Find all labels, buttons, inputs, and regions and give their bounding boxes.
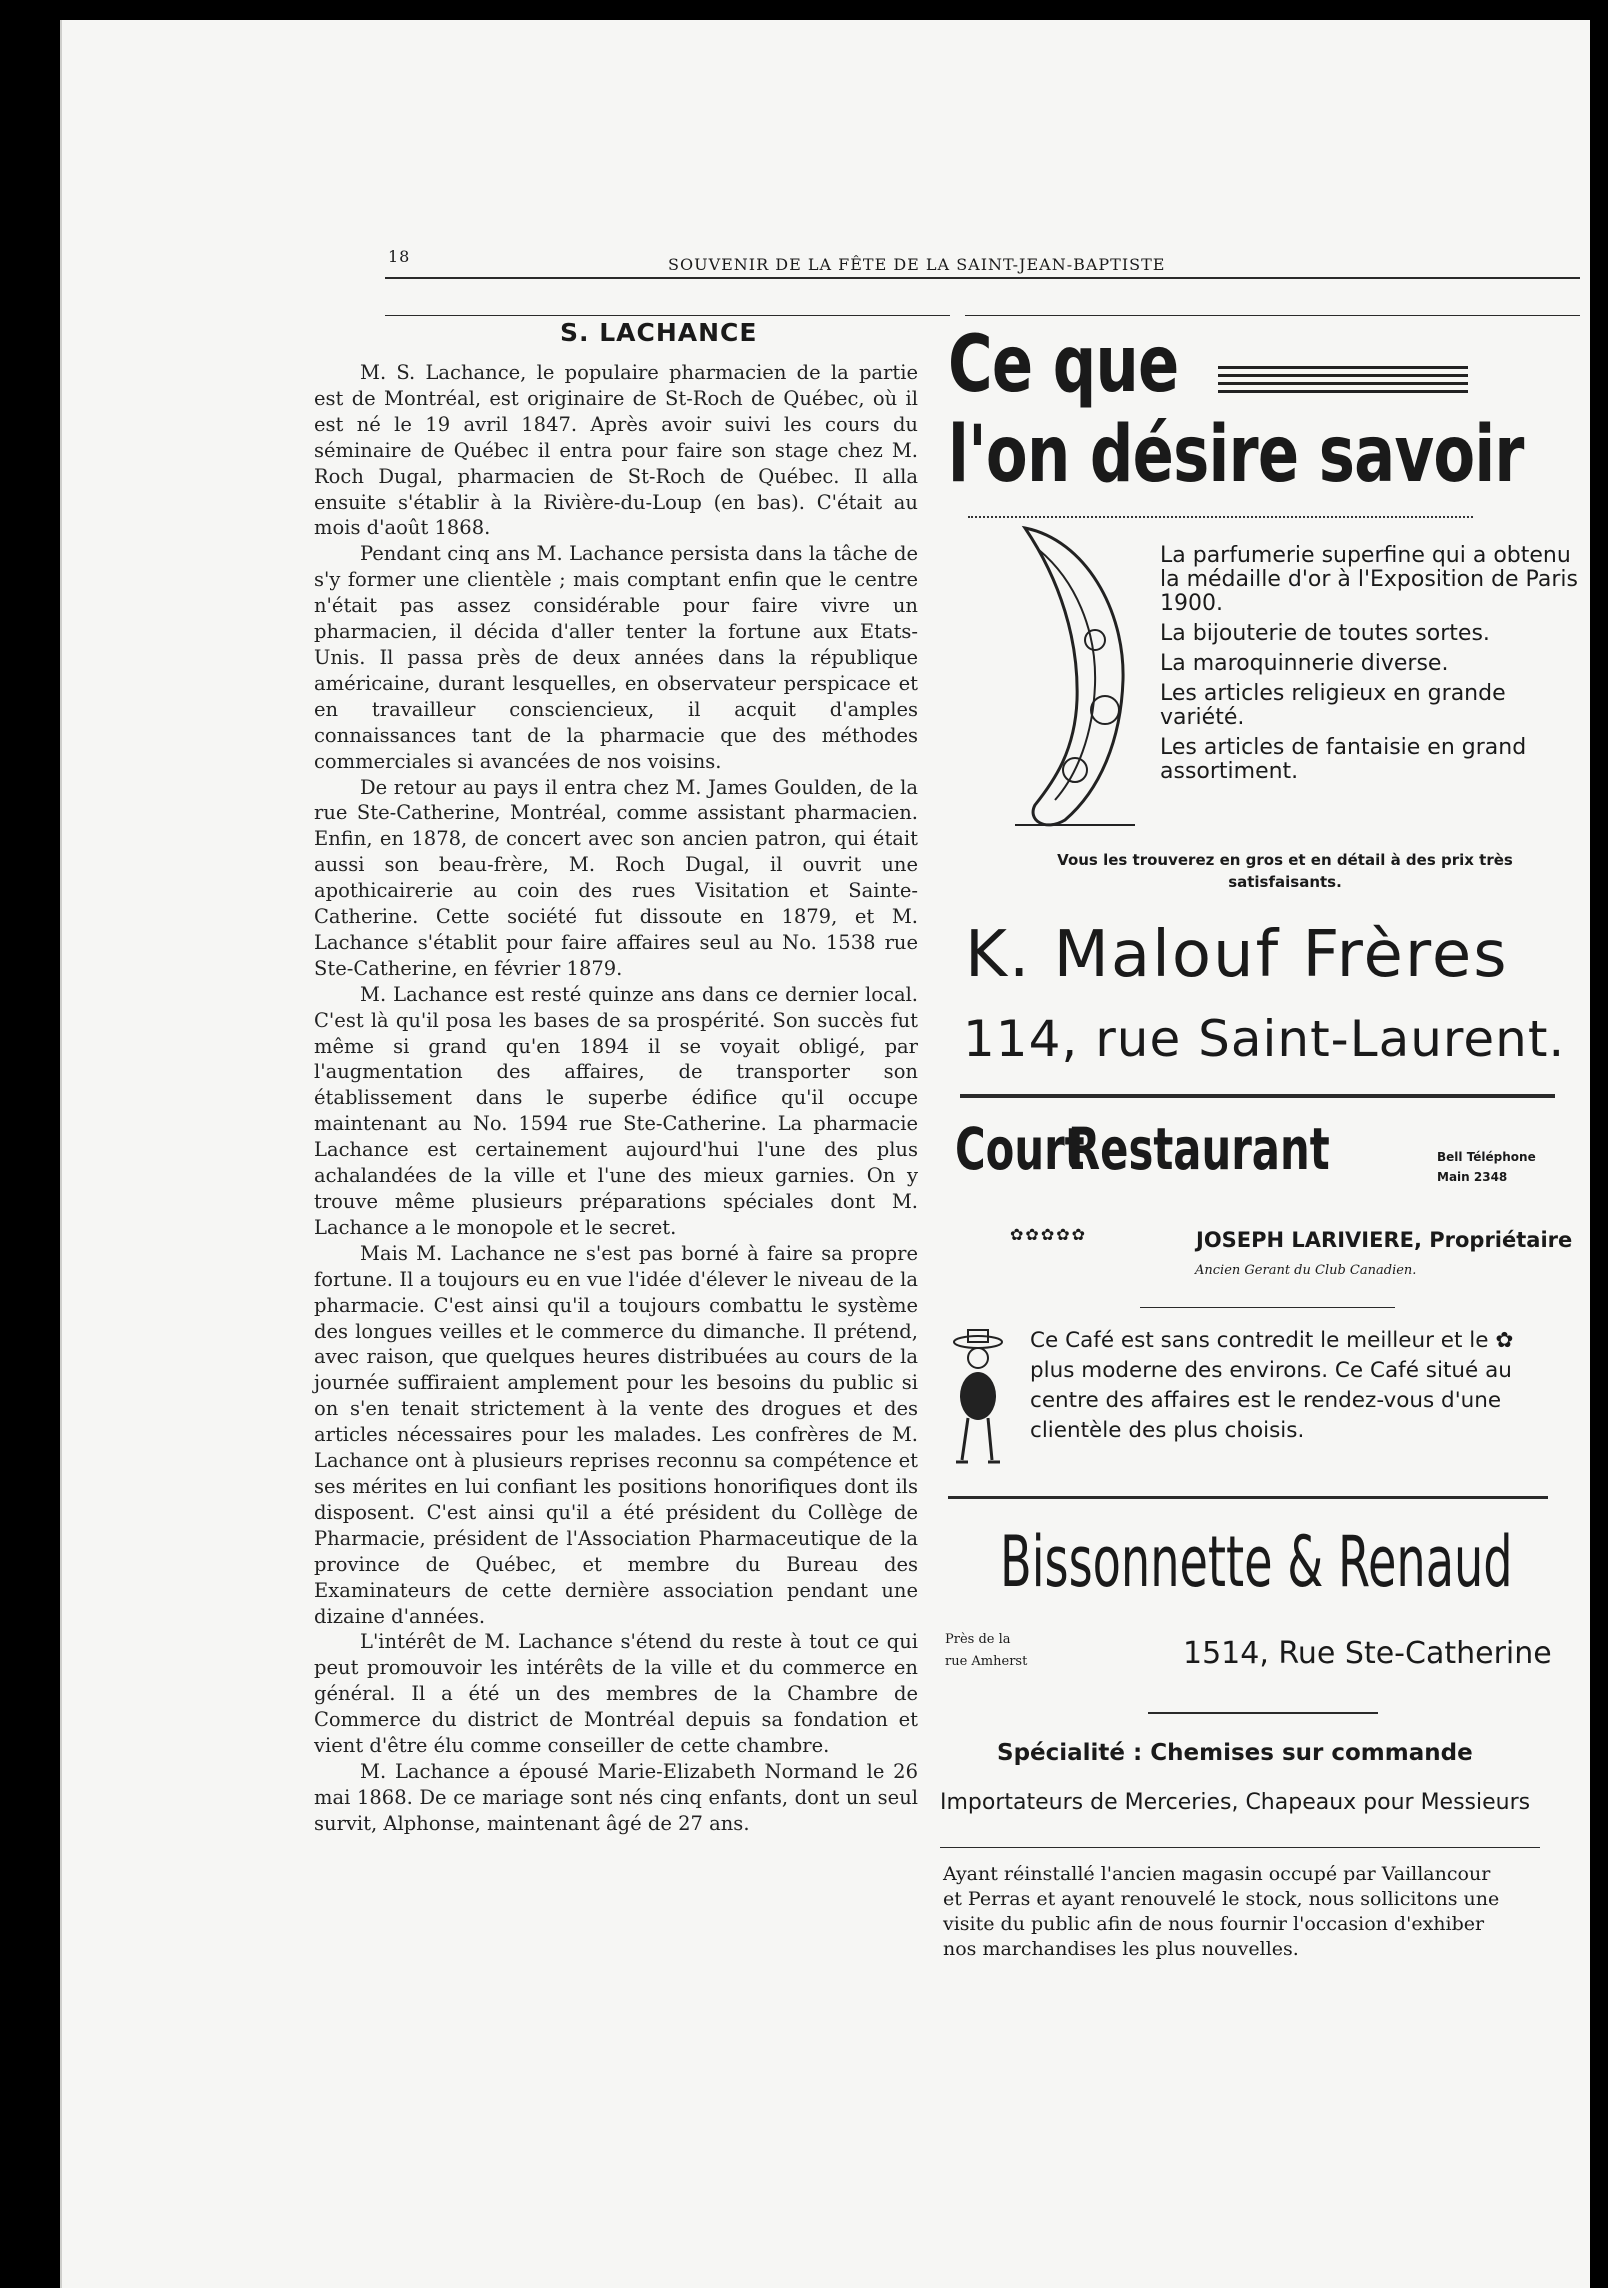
blurb-line: centre des affaires est le rendez-vous d'une bbox=[1030, 1388, 1502, 1413]
phone-number: Main 2348 bbox=[1437, 1170, 1508, 1184]
ad-note-line-1: Vous les trouverez en gros et en détail à des prix très bbox=[1057, 851, 1513, 869]
article-paragraph: Pendant cinq ans M. Lachance persista dans la tâche de s'y former une clientèle ; mais comptant enfin que le centre n'était pas assez considérable pour faire vivre un pharmacien, il décida d'aller tenter la fortune aux Etats-Unis. Il passa près de deux années dans la république américaine, durant lesquelles, en observateur perspicace et en travailleur consciencieux, il acquit d'amples connaissances tant de la pharmacie que des méthodes commerciales si avancées de nos voisins. bbox=[314, 542, 918, 773]
proprietor-subtitle: Ancien Gerant du Club Canadien. bbox=[1195, 1263, 1417, 1278]
ad-headline-1: Ce que bbox=[948, 320, 1179, 410]
page-edge bbox=[60, 20, 62, 2288]
importers-line: Importateurs de Merceries, Chapeaux pour Messieurs bbox=[940, 1790, 1531, 1815]
blurb-line: visite du public afin de nous fournir l'occasion d'exhiber bbox=[943, 1913, 1485, 1935]
store-blurb bbox=[943, 1862, 1548, 1962]
blurb-line: nos marchandises les plus nouvelles. bbox=[943, 1938, 1299, 1960]
man-figure-icon bbox=[948, 1328, 1008, 1468]
restaurant-name-2: Restaurant bbox=[1068, 1115, 1330, 1183]
proprietor: JOSEPH LARIVIERE, Propriétaire bbox=[1196, 1228, 1573, 1252]
section-rule bbox=[948, 1496, 1548, 1499]
ad-item: La maroquinnerie diverse. bbox=[1160, 651, 1449, 676]
specialite-label: Spécialité : bbox=[997, 1740, 1143, 1766]
section-rule bbox=[940, 1847, 1540, 1848]
ad-item: Les articles religieux en grande variété. bbox=[1160, 681, 1506, 730]
restaurant-blurb bbox=[1030, 1326, 1560, 1446]
ad-item: Les articles de fantaisie en grand assortiment. bbox=[1160, 735, 1527, 784]
blurb-line: et Perras et ayant renouvelé le stock, nous sollicitons une bbox=[943, 1888, 1500, 1910]
decorative-lines bbox=[1218, 362, 1468, 402]
specialite-value: Chemises sur commande bbox=[1150, 1740, 1473, 1766]
ad-headline-2: l'on désire savoir bbox=[948, 410, 1524, 500]
store-name: Bissonnette & Renaud bbox=[1000, 1521, 1513, 1603]
ad-top-rule bbox=[965, 315, 1580, 316]
specialite bbox=[997, 1740, 1473, 1766]
article-title: S. LACHANCE bbox=[560, 318, 758, 347]
title-rule bbox=[385, 315, 950, 316]
restaurant-name-1: Court bbox=[955, 1115, 1085, 1183]
article-paragraph: De retour au pays il entra chez M. James Goulden, de la rue Ste-Catherine, Montréal, comme assistant pharmacien. Enfin, en 1878, de concert avec son ancien patron, qui était aussi son beau-frère, M. Roch Dugal, il ouvrit une apothicairerie au coin des rues Visitation et Sainte-Catherine. Cette société fut dissoute en 1879, et M. Lachance s'établit pour faire affaires seul au No. 1538 rue Ste-Catherine, en février 1879. bbox=[314, 775, 918, 980]
ad-item: La parfumerie superfine qui a obtenu la médaille d'or à l'Exposition de Paris 1900. bbox=[1160, 543, 1578, 616]
blurb-line: plus moderne des environs. Ce Café situé au bbox=[1030, 1358, 1512, 1383]
short-rule bbox=[1148, 1712, 1378, 1714]
ad-item-list bbox=[1160, 544, 1580, 790]
article-body bbox=[314, 360, 918, 1837]
article-paragraph: L'intérêt de M. Lachance s'étend du reste à tout ce qui peut promouvoir les intérêts de la ville et du commerce en général. Il a été un des membres de la Chambre de Commerce du district de Montréal depuis sa fondation et vient d'être élu comme conseiller de cette chambre. bbox=[314, 1630, 918, 1758]
article-paragraph: M. Lachance est resté quinze ans dans ce dernier local. C'est là qu'il posa les bases de sa prospérité. Son succès fut même si grand qu'en 1894 il se voyait obligé, par l'augmentation des affaires, de transporter son établissement dans le superbe édifice qu'il occupe maintenant au No. 1594 rue Ste-Catherine. La pharmacie Lachance est certainement aujourd'hui l'une des plus achalandées de la ville et l'une des mieux garnies. On y trouve même plusieurs préparations spéciales dont M. Lachance a le monopole et le secret. bbox=[314, 982, 918, 1239]
ad-note-line-2: satisfaisants. bbox=[1228, 873, 1342, 891]
article-paragraph: Mais M. Lachance ne s'est pas borné à faire sa propre fortune. Il a toujours eu en vue l'idée d'élever le niveau de la pharmacie. C'est ainsi qu'il a toujours combattu le système des longues veilles et le commerce du dimanche. Il prétend, avec raison, que quelques heures distribuées au cours de la journée suffiraient amplement pour les besoins du public si on s'en tenait strictement à la vente des drogues et des articles nécessaires pour les malades. Les confrères de M. Lachance ont à plusieurs reprises reconnu sa compétence et ses mérites en lui confiant les positions honorifiques dont ils disposent. C'est ainsi qu'il a été président du Collège de Pharmacie, président de l'Association Pharmaceutique de la province de Québec, et membre du Bureau des Examinateurs de cette dernière association pendant une dizaine d'années. bbox=[314, 1241, 918, 1628]
blurb-line: Ce Café est sans contredit le meilleur et le ✿ bbox=[1030, 1328, 1514, 1353]
phone-label: Bell Téléphone bbox=[1437, 1150, 1536, 1164]
ad-item: La bijouterie de toutes sortes. bbox=[1160, 621, 1490, 646]
company-address: 114, rue Saint-Laurent. bbox=[963, 1010, 1566, 1068]
store-address: 1514, Rue Ste-Catherine bbox=[1183, 1636, 1552, 1671]
section-rule bbox=[960, 1094, 1555, 1098]
company-name: K. Malouf Frères bbox=[965, 918, 1509, 992]
page-number: 18 bbox=[388, 247, 411, 266]
blurb-line: clientèle des plus choisis. bbox=[1030, 1418, 1305, 1443]
short-rule bbox=[1140, 1307, 1395, 1308]
store-near-1: Près de la bbox=[945, 1632, 1011, 1647]
running-title: SOUVENIR DE LA FÊTE DE LA SAINT-JEAN-BAPTISTE bbox=[668, 255, 1166, 274]
article-paragraph: M. S. Lachance, le populaire pharmacien de la partie est de Montréal, est originaire de St-Roch de Québec, où il est né le 19 avril 1847. Après avoir suivi les cours du séminaire de Québec il entra pour faire son stage chez M. Roch Dugal, pharmacien de St-Roch de Québec. Il alla ensuite s'établir à la Rivière-du-Loup (en bas). C'était au mois d'août 1868. bbox=[314, 361, 918, 540]
blurb-line: Ayant réinstallé l'ancien magasin occupé par Vaillancour bbox=[943, 1863, 1491, 1885]
decorative-stars: ✿✿✿✿✿ bbox=[1010, 1225, 1088, 1244]
header-rule bbox=[385, 277, 1580, 279]
store-near-2: rue Amherst bbox=[945, 1654, 1028, 1669]
article-paragraph: M. Lachance a épousé Marie-Elizabeth Normand le 26 mai 1868. De ce mariage sont nés cinq enfants, dont un seul survit, Alphonse, maintenant âgé de 27 ans. bbox=[314, 1759, 918, 1835]
ornament-icon bbox=[1005, 520, 1145, 835]
